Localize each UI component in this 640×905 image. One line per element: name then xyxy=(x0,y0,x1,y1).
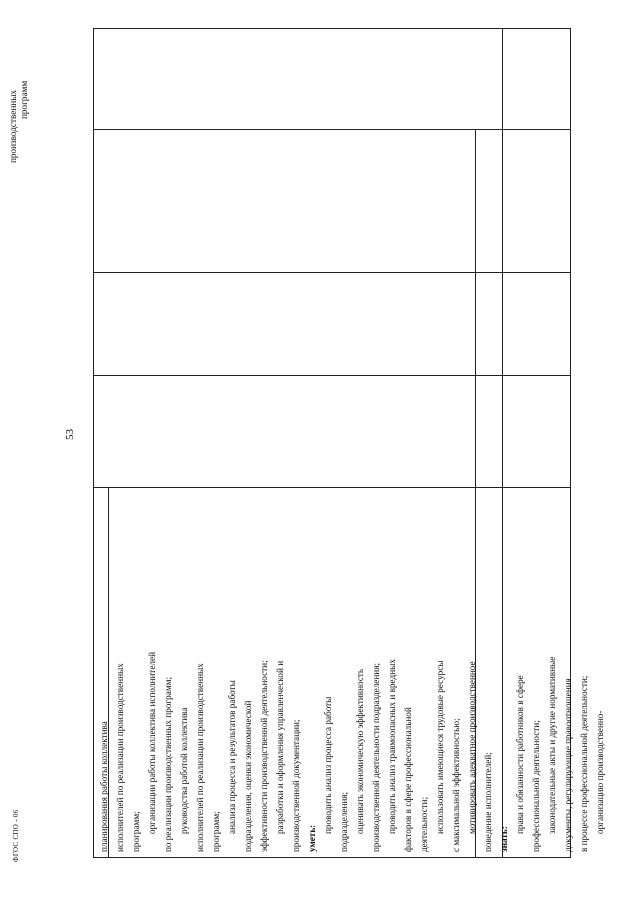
cell-line: организацию производственно- xyxy=(595,710,605,834)
row-divider xyxy=(94,375,570,376)
cell-line: производственной документации; xyxy=(291,719,301,852)
cell-line: факторов в сфере профессиональной xyxy=(403,707,413,852)
cell-line: подразделения; xyxy=(339,791,349,852)
cell-line: производственной деятельности подразделения; xyxy=(371,663,381,852)
row-divider xyxy=(94,272,570,273)
cell-line: поведение исполнителей; xyxy=(483,752,493,852)
row-divider xyxy=(94,129,570,130)
cell-line: права и обязанности работников в сфере xyxy=(515,675,525,834)
section-heading: знать: xyxy=(499,826,509,852)
cell-line: программ xyxy=(19,80,29,119)
cell-line: профессиональной деятельности; xyxy=(531,720,541,852)
cell-line: законодательные акты и другие нормативные xyxy=(547,656,557,834)
cell-line: исполнителей по реализации производственных xyxy=(195,663,205,852)
cell-line: программ; xyxy=(131,811,141,852)
cell-line: по реализации производственных программ; xyxy=(163,676,173,852)
cell-line: деятельности; xyxy=(419,796,429,852)
cell-line: эффективности производственной деятельности; xyxy=(259,660,269,852)
row-divider xyxy=(94,487,570,488)
footer-code: ФГОС СПО - 06 xyxy=(12,809,20,862)
cell-line: разработки и оформления управленческой и xyxy=(275,660,285,834)
cell-line: подразделения, оценки экономической xyxy=(243,700,253,852)
cell-line: анализа процесса и результатов работы xyxy=(227,680,237,834)
cell-line: использовать имеющиеся трудовые ресурсы xyxy=(435,660,445,834)
section-heading: уметь: xyxy=(307,824,317,852)
cell-skills-knowledge xyxy=(96,652,608,852)
cell-programs xyxy=(8,81,30,163)
cell-line: руководства работой коллектива xyxy=(179,707,189,834)
page-number: 53 xyxy=(64,429,76,440)
cell-line: программ; xyxy=(211,811,221,852)
cell-line: производственных xyxy=(8,90,18,163)
cell-line: исполнителей по реализации производственных xyxy=(115,663,125,852)
cell-line: планирования работы коллектива xyxy=(99,721,109,852)
cell-line: с максимальной эффективностью; xyxy=(451,718,461,852)
cell-line: оценивать экономическую эффективность xyxy=(355,668,365,834)
cell-line: проводить анализ травмоопасных и вредных xyxy=(387,659,397,834)
cell-line: мотивировать адекватное производственное xyxy=(467,661,477,834)
cell-line: в процессе профессиональной деятельности; xyxy=(579,675,589,852)
cell-line: организации работы коллектива исполнителей xyxy=(147,652,157,834)
cell-line: проводить анализ процесса работы xyxy=(323,696,333,834)
cell-line: документы, регулирующие правоотношения xyxy=(563,678,573,852)
